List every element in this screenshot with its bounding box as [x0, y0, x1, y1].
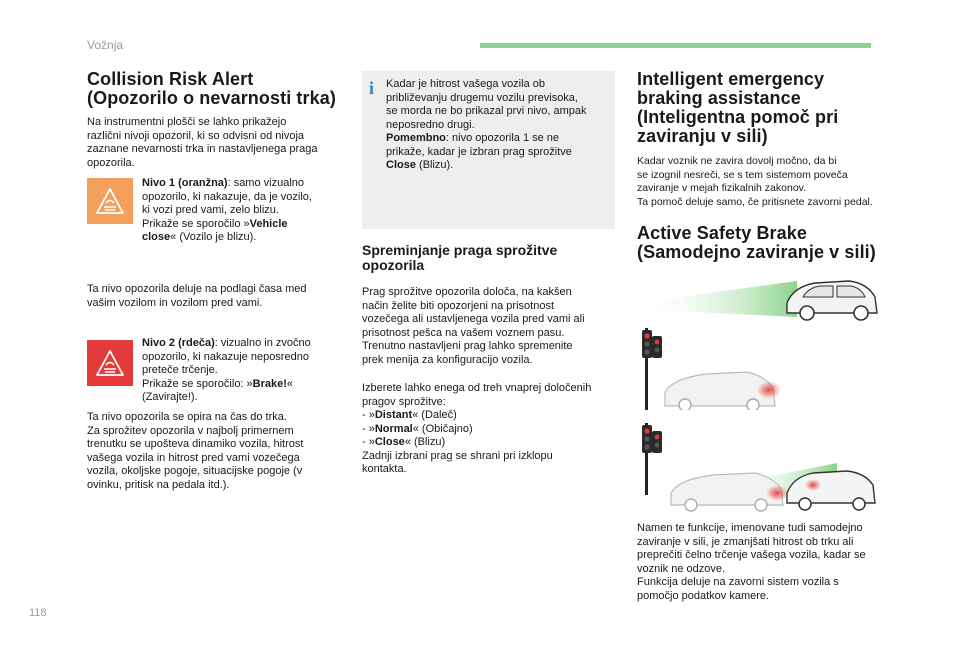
collision-intro: Na instrumentni plošči se lahko prikažejo različni nivoji opozoril, ki so odvisni od nivoja zaznane nevarnosti trka in nastavljenega praga opozorila. — [87, 116, 318, 169]
option-distant: - »Distant« (Daleč) — [362, 409, 457, 421]
illustration-pedestrian-stop — [637, 328, 887, 415]
iebs-title: Intelligent emergency braking assistance (Inteligentna pomoč pri zaviranju v sili) — [637, 69, 839, 146]
threshold-options: Izberete lahko enega od treh vnaprej določenih pragov sprožitve: - »Distant« (Daleč) - »Normal« (Običajno) - »Close« (Blizu) Zadnji izbrani prag se shrani pri izklopu kontakta. — [362, 382, 592, 475]
threshold-title: Spreminjanje praga sprožitve opozorila — [362, 242, 558, 273]
level1-warning-icon — [87, 178, 133, 224]
level2-description: Nivo 2 (rdeča): vizualno in zvočno opozorilo, ki nakazuje neposredno preteče trčenje. Prikaže se sporočilo: »Brake!« (Zavirajte!). — [142, 337, 311, 403]
option-close: - »Close« (Blizu) — [362, 436, 446, 448]
info-icon: i — [369, 78, 375, 98]
level1-note: Ta nivo opozorila deluje na podlagi časa med vašim vozilom in vozilom pred vami. — [87, 283, 307, 309]
illustration-vehicle-detected — [637, 273, 887, 326]
threshold-description: Prag sprožitve opozorila določa, na kakšen način želite biti opozorjeni na prisotnost vozečega ali ustavljenega vozila pred vami ali prisotnost pešca na vašem voznem pasu. Trenutno nastavljeni prag lahko spremenite prek menija za konfiguracijo vozila. — [362, 286, 585, 366]
level1-description: Nivo 1 (oranžna): samo vizualno opozorilo, ki nakazuje, da je vozilo, ki vozi pred vami, zelo blizu. Prikaže se sporočilo »Vehicle close« (Vozilo je blizu). — [142, 177, 312, 243]
collision-title: Collision Risk Alert (Opozorilo o nevarnosti trka) — [87, 69, 336, 108]
section-header: Vožnja — [87, 38, 124, 52]
iebs-description: Kadar voznik ne zavira dovolj močno, da bi se izognil nesreči, se s tem sistemom poveča zaviranje v mejah fizikalnih zakonov. Ta pomoč deluje samo, če pritisnete zavorni pedal. — [637, 155, 873, 208]
level2-note: Ta nivo opozorila se opira na čas do trka. Za sprožitev opozorila v najbolj primernem trenutku se upošteva dinamiko vozila, hitrost vašega vozila in hitrost pred vami vozečega vozila, okoljske pogoje, situacijske pogoje (v ovinku, pritisk na pedala itd.). — [87, 411, 304, 491]
info-note-box — [362, 71, 615, 229]
illustration-vehicle-braking — [637, 423, 887, 518]
section-header-bar — [480, 43, 871, 48]
info-note-text: Kadar je hitrost vašega vozila ob približevanju drugemu vozilu previsoka, se morda ne bo prikazal prvi nivo, ampak neposredno drugi. Pomembno: nivo opozorila 1 se ne prikaže, kadar je izbran prag sprožitve Close (Blizu). — [386, 78, 587, 171]
level2-warning-icon — [87, 340, 133, 386]
asb-title: Active Safety Brake (Samodejno zaviranje v sili) — [637, 223, 876, 262]
asb-description: Namen te funkcije, imenovane tudi samodejno zaviranje v sili, je zmanjšati hitrost ob trku ali preprečiti čelno trčenje vašega vozila, kadar se voznik ne odzove. Funkcija deluje na zavorni sistem vozila s pomočjo podatkov kamere. — [637, 522, 866, 602]
page-number: 118 — [29, 607, 47, 619]
option-normal: - »Normal« (Običajno) — [362, 422, 473, 435]
